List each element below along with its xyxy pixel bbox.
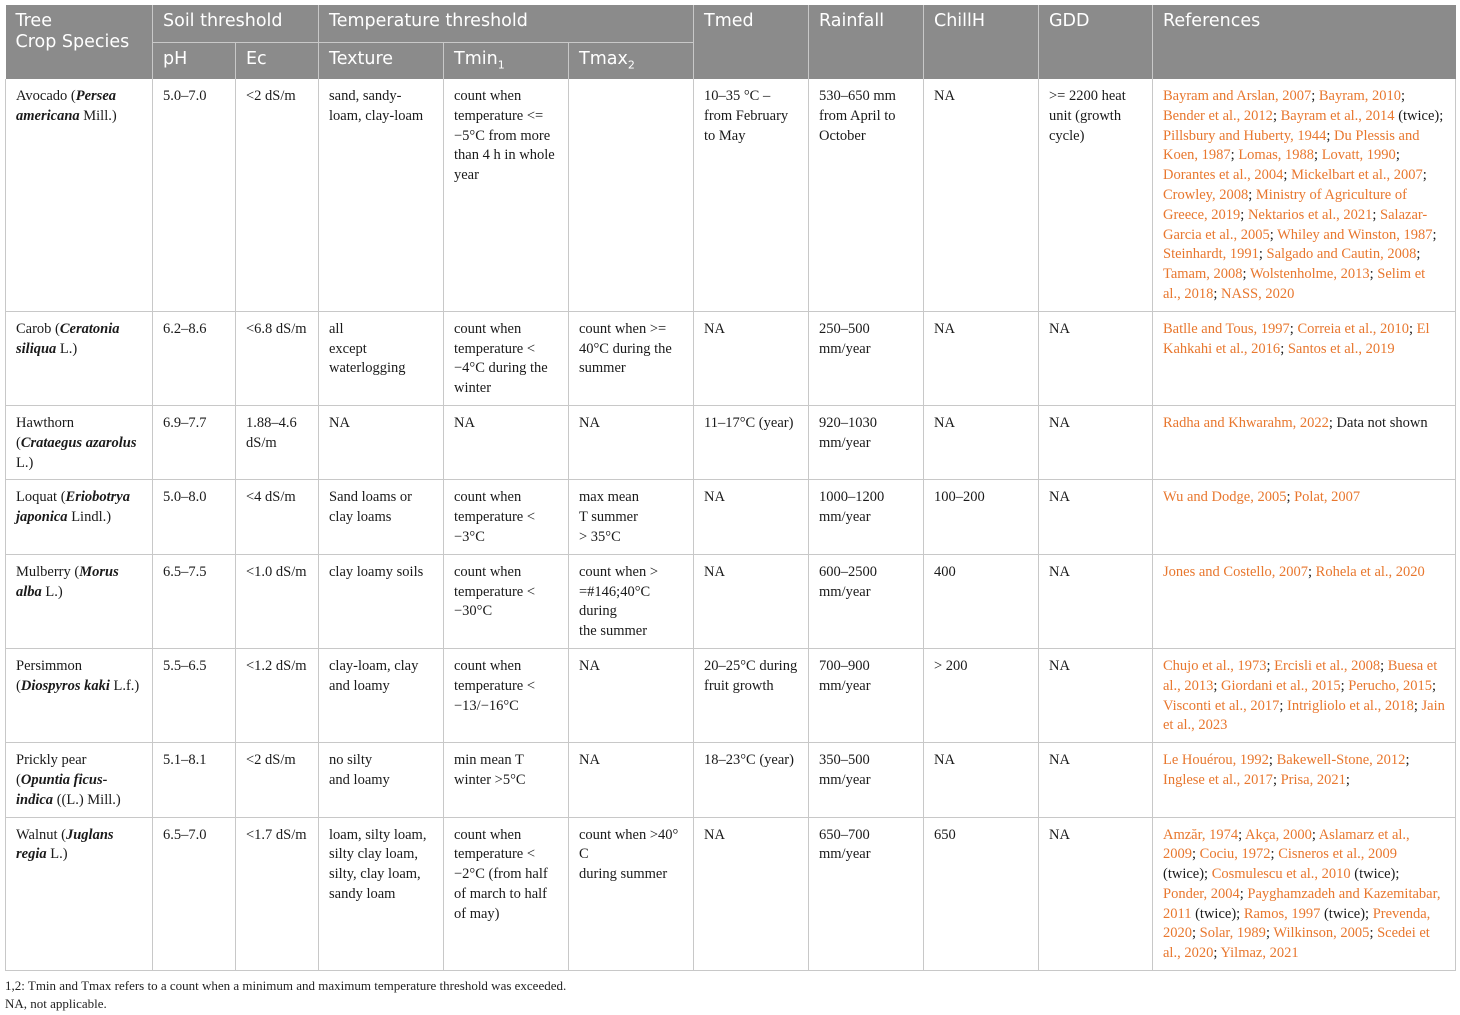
reference-separator: ;	[1380, 657, 1388, 674]
reference-separator: (twice);	[1163, 866, 1212, 883]
reference-link[interactable]: Giordani et al., 2015	[1221, 677, 1341, 694]
reference-link[interactable]: Cisneros et al., 2009	[1278, 846, 1398, 863]
reference-link[interactable]: Santos et al., 2019	[1287, 340, 1395, 357]
table-row	[6, 554, 1456, 648]
reference-link[interactable]: Intrigliolo et al., 2018	[1286, 697, 1414, 714]
reference-separator: ;	[1213, 945, 1221, 962]
reference-separator: ;	[1409, 320, 1417, 337]
cell-tmed: NA	[694, 817, 809, 971]
crop-threshold-table	[5, 5, 1456, 971]
cell-tmed: NA	[694, 480, 809, 554]
cell-ec: <4 dS/m	[236, 480, 319, 554]
species-author: Mill.)	[79, 107, 117, 124]
cell-species	[6, 79, 153, 311]
reference-link[interactable]: Amzăr, 1974	[1163, 826, 1239, 843]
cell-tmed: 11–17°C (year)	[694, 405, 809, 479]
reference-link[interactable]: Yilmaz, 2021	[1220, 945, 1299, 962]
reference-link[interactable]: Dorantes et al., 2004	[1163, 167, 1284, 184]
reference-separator: ;	[1372, 206, 1381, 223]
reference-separator: ;	[1272, 107, 1281, 124]
header-tmin	[444, 43, 569, 80]
header-ec: Ec	[236, 43, 319, 80]
species-scientific-name: Morus alba	[16, 563, 119, 600]
reference-separator: ;	[1286, 489, 1295, 506]
reference-link[interactable]: Cociu, 1972	[1199, 846, 1271, 863]
reference-separator: ;	[1369, 266, 1378, 283]
reference-link[interactable]: Ramos, 1997	[1243, 905, 1321, 922]
header-temperature-threshold: Temperature threshold	[319, 5, 694, 43]
cell-gdd: NA	[1039, 480, 1153, 554]
reference-separator: ;	[1283, 167, 1292, 184]
header-tmax	[569, 43, 694, 80]
reference-link[interactable]: Payghamzadeh and Kazemitabar, 2011	[1163, 885, 1441, 922]
reference-separator: ;	[1280, 340, 1288, 357]
reference-separator: (twice);	[1394, 107, 1444, 124]
reference-separator: ;	[1268, 752, 1277, 769]
cell-tmed: NA	[694, 311, 809, 405]
cell-chillh: NA	[924, 79, 1039, 311]
cell-tmed: NA	[694, 554, 809, 648]
reference-link[interactable]: Polat, 2007	[1294, 489, 1361, 506]
reference-separator: ;	[1270, 846, 1279, 863]
reference-link[interactable]: Rohela et al., 2020	[1315, 563, 1425, 580]
reference-separator: ;	[1432, 226, 1437, 243]
species-common-name: Persimmon (	[16, 657, 83, 694]
reference-link[interactable]: Bayram et al., 2014	[1280, 107, 1395, 124]
species-scientific-name: Diospyros kaki	[20, 677, 110, 694]
header-tmed: Tmed	[694, 5, 809, 79]
species-author: Lindl.)	[67, 509, 112, 526]
reference-separator: ;	[1369, 925, 1378, 942]
cell-chillh: NA	[924, 405, 1039, 479]
reference-link[interactable]: Scedei et al., 2020	[1163, 925, 1430, 962]
reference-link[interactable]: Batlle and Tous, 1997	[1163, 320, 1290, 337]
cell-tmin: count when temperature < −13/−16°C	[444, 648, 569, 742]
cell-species	[6, 554, 153, 648]
reference-link[interactable]: Ercisli et al., 2008	[1274, 657, 1381, 674]
cell-texture: NA	[319, 405, 444, 479]
header-tmin-label: Tmin	[454, 49, 498, 69]
cell-gdd: >= 2200 heat unit (growth cycle)	[1039, 79, 1153, 311]
cell-species	[6, 405, 153, 479]
reference-link[interactable]: Pillsbury and Huberty, 1944	[1163, 127, 1327, 144]
cell-rainfall: 1000–1200 mm/year	[809, 480, 924, 554]
reference-separator: (twice);	[1350, 866, 1400, 883]
reference-link[interactable]: Tamam, 2008	[1163, 266, 1243, 283]
cell-species	[6, 817, 153, 971]
cell-gdd: NA	[1039, 648, 1153, 742]
table-row	[6, 480, 1456, 554]
species-common-name: Avocado (	[16, 88, 76, 104]
footnote-1: 1,2: Tmin and Tmax refers to a count when a minimum and maximum temperature threshold was exceeded.	[5, 978, 567, 994]
reference-separator: ;	[1413, 697, 1422, 714]
cell-references	[1153, 554, 1456, 648]
table-container	[5, 5, 1455, 1013]
reference-link[interactable]: Buesa et al., 2013	[1163, 657, 1438, 694]
reference-separator: ;	[1395, 147, 1400, 164]
cell-tmax: NA	[569, 743, 694, 817]
table-body	[6, 79, 1456, 971]
cell-texture: no silty and loamy	[319, 743, 444, 817]
cell-ec: <6.8 dS/m	[236, 311, 319, 405]
cell-chillh: 100–200	[924, 480, 1039, 554]
reference-link[interactable]: Lomas, 1988	[1238, 147, 1315, 164]
footnote-2: NA, not applicable.	[5, 996, 107, 1012]
species-scientific-name: Eriobotrya japonica	[16, 489, 130, 526]
species-common-name: Prickly pear (	[16, 752, 87, 788]
reference-link[interactable]: Bakewell-Stone, 2012	[1276, 752, 1406, 769]
cell-tmax: count when >= 40°C during the summer	[569, 311, 694, 405]
cell-tmin: count when temperature < −30°C	[444, 554, 569, 648]
cell-ph: 5.0–8.0	[153, 480, 236, 554]
cell-ph: 6.5–7.0	[153, 817, 236, 971]
header-chillh: ChillH	[924, 5, 1039, 79]
cell-ph: 5.1–8.1	[153, 743, 236, 817]
reference-link[interactable]: Jain et al., 2023	[1163, 697, 1445, 734]
cell-species	[6, 480, 153, 554]
cell-ec: <1.2 dS/m	[236, 648, 319, 742]
cell-tmin: count when temperature < −3°C	[444, 480, 569, 554]
reference-separator: ;	[1416, 246, 1421, 263]
table-row	[6, 311, 1456, 405]
header-references: References	[1153, 5, 1456, 79]
reference-separator: ;	[1265, 925, 1274, 942]
cell-ec: 1.88–4.6 dS/m	[236, 405, 319, 479]
footnotes	[5, 977, 1455, 1013]
cell-rainfall: 250–500 mm/year	[809, 311, 924, 405]
species-scientific-name: Crataegus azarolus	[20, 434, 137, 451]
reference-link[interactable]: Prisa, 2021	[1280, 771, 1346, 788]
reference-separator: ;	[1272, 771, 1281, 788]
reference-separator: ;	[1326, 127, 1335, 144]
reference-separator: ;	[1192, 846, 1200, 863]
species-author: ((L.) Mill.)	[53, 791, 121, 808]
reference-link[interactable]: Perucho, 2015	[1348, 677, 1433, 694]
header-tmax-label: Tmax	[579, 49, 628, 69]
cell-species	[6, 311, 153, 405]
reference-link[interactable]: Bayram and Arslan, 2007	[1163, 88, 1312, 104]
cell-rainfall: 530–650 mm from April to October	[809, 79, 924, 311]
reference-separator: ;	[1269, 226, 1278, 243]
cell-references	[1153, 79, 1456, 311]
header-tmax-sub: 2	[627, 58, 635, 72]
cell-tmax	[569, 79, 694, 311]
reference-separator: ;	[1311, 826, 1319, 843]
header-rainfall: Rainfall	[809, 5, 924, 79]
cell-chillh: 400	[924, 554, 1039, 648]
reference-separator: ;	[1279, 697, 1287, 714]
species-scientific-name: Persea americana	[16, 88, 116, 124]
cell-species	[6, 743, 153, 817]
reference-separator: ;	[1213, 285, 1221, 302]
reference-separator: ;	[1239, 885, 1248, 902]
reference-separator: ;	[1432, 677, 1437, 694]
cell-texture: Sand loams or clay loams	[319, 480, 444, 554]
reference-link[interactable]: Wu and Dodge, 2005	[1163, 489, 1287, 506]
cell-chillh: NA	[924, 311, 1039, 405]
reference-separator: ;	[1345, 771, 1350, 788]
reference-link[interactable]: Le Houérou, 1992	[1163, 752, 1269, 769]
cell-rainfall: 920–1030 mm/year	[809, 405, 924, 479]
cell-tmin: count when temperature < −2°C (from half of march to half of may)	[444, 817, 569, 971]
cell-tmin: NA	[444, 405, 569, 479]
cell-tmin: count when temperature <= −5°C from more than 4 h in whole year	[444, 79, 569, 311]
reference-separator: (twice);	[1191, 905, 1244, 922]
cell-texture: loam, silty loam, silty clay loam, silty, clay loam, sandy loam	[319, 817, 444, 971]
cell-species	[6, 648, 153, 742]
reference-link[interactable]: Akça, 2000	[1244, 826, 1312, 843]
reference-separator: ;	[1213, 677, 1221, 694]
reference-link[interactable]: Whiley and Winston, 1987	[1277, 226, 1433, 243]
header-gdd: GDD	[1039, 5, 1153, 79]
reference-link[interactable]: Jones and Costello, 2007	[1163, 563, 1308, 580]
reference-separator: ;	[1289, 320, 1298, 337]
cell-references	[1153, 480, 1456, 554]
reference-link[interactable]: El Kahkahi et al., 2016	[1163, 320, 1430, 357]
cell-chillh: NA	[924, 743, 1039, 817]
table-row	[6, 817, 1456, 971]
header-species: Tree Crop Species	[6, 5, 153, 79]
cell-ph: 6.2–8.6	[153, 311, 236, 405]
cell-ec: <2 dS/m	[236, 79, 319, 311]
reference-link[interactable]: Salgado and Cautin, 2008	[1266, 246, 1417, 263]
table-row	[6, 743, 1456, 817]
species-scientific-name: Opuntia ficus-indica	[16, 771, 108, 808]
reference-link[interactable]: Bender et al., 2012	[1163, 107, 1273, 124]
cell-references	[1153, 743, 1456, 817]
reference-separator: (twice);	[1320, 905, 1373, 922]
cell-tmax: count when > =#146;40°C during the summer	[569, 554, 694, 648]
cell-gdd: NA	[1039, 817, 1153, 971]
reference-separator: ;	[1242, 266, 1250, 283]
cell-ec: <1.0 dS/m	[236, 554, 319, 648]
species-author: L.)	[16, 454, 34, 471]
cell-chillh: > 200	[924, 648, 1039, 742]
cell-ph: 5.5–6.5	[153, 648, 236, 742]
cell-tmin: count when temperature < −4°C during the winter	[444, 311, 569, 405]
reference-separator: ;	[1230, 147, 1239, 164]
reference-separator: ;	[1238, 826, 1245, 843]
species-common-name: Mulberry (	[16, 563, 80, 580]
reference-link[interactable]: Du Plessis and Koen, 1987	[1163, 127, 1420, 164]
reference-link[interactable]: Chujo et al., 1973	[1163, 657, 1267, 674]
reference-link[interactable]: Bayram, 2010	[1318, 88, 1402, 104]
reference-link[interactable]: Correia et al., 2010	[1297, 320, 1409, 337]
reference-link[interactable]: Ministry of Agriculture of Greece, 2019	[1163, 186, 1407, 223]
cell-rainfall: 350–500 mm/year	[809, 743, 924, 817]
reference-link[interactable]: Inglese et al., 2017	[1163, 771, 1273, 788]
reference-separator: ;	[1308, 563, 1316, 580]
species-author: L.)	[46, 846, 68, 863]
reference-link[interactable]: Prevenda, 2020	[1163, 905, 1431, 942]
species-author: L.)	[41, 583, 63, 600]
reference-link[interactable]: Salazar-Garcia et al., 2005	[1163, 206, 1428, 243]
cell-ph: 5.0–7.0	[153, 79, 236, 311]
cell-tmed: 20–25°C during fruit growth	[694, 648, 809, 742]
reference-link[interactable]: Solar, 1989	[1199, 925, 1266, 942]
species-common-name: Walnut (	[16, 826, 66, 843]
cell-texture: clay loamy soils	[319, 554, 444, 648]
cell-texture: clay-loam, clay and loamy	[319, 648, 444, 742]
header-soil-threshold: Soil threshold	[153, 5, 319, 43]
header-ph: pH	[153, 43, 236, 80]
header-texture: Texture	[319, 43, 444, 80]
reference-link[interactable]: Radha and Khwarahm, 2022	[1163, 414, 1329, 431]
cell-texture: all except waterlogging	[319, 311, 444, 405]
table-row	[6, 648, 1456, 742]
cell-tmax: max mean T summer > 35°C	[569, 480, 694, 554]
cell-references	[1153, 817, 1456, 971]
reference-separator: ;	[1192, 925, 1200, 942]
reference-separator: ;	[1311, 88, 1319, 104]
reference-separator: ; Data not shown	[1328, 414, 1428, 431]
species-scientific-name: Juglans regia	[16, 826, 114, 863]
reference-separator: ;	[1422, 167, 1427, 184]
table-row	[6, 79, 1456, 311]
cell-texture: sand, sandy-loam, clay-loam	[319, 79, 444, 311]
cell-ph: 6.9–7.7	[153, 405, 236, 479]
cell-tmax: count when >40° C during summer	[569, 817, 694, 971]
cell-rainfall: 600–2500 mm/year	[809, 554, 924, 648]
species-author: L.f.)	[109, 677, 140, 694]
reference-link[interactable]: Nektarios et al., 2021	[1247, 206, 1373, 223]
header-tmin-sub: 1	[497, 58, 505, 72]
cell-tmin: min mean T winter >5°C	[444, 743, 569, 817]
reference-link[interactable]: NASS, 2020	[1221, 285, 1295, 302]
cell-references	[1153, 311, 1456, 405]
cell-chillh: 650	[924, 817, 1039, 971]
reference-separator: ;	[1314, 147, 1322, 164]
reference-link[interactable]: Crowley, 2008	[1163, 186, 1249, 203]
reference-link[interactable]: Lovatt, 1990	[1321, 147, 1396, 164]
cell-gdd: NA	[1039, 554, 1153, 648]
cell-ec: <1.7 dS/m	[236, 817, 319, 971]
cell-gdd: NA	[1039, 743, 1153, 817]
reference-separator: ;	[1266, 657, 1275, 674]
reference-separator: ;	[1401, 88, 1406, 104]
table-row	[6, 405, 1456, 479]
reference-separator: ;	[1405, 752, 1410, 769]
cell-rainfall: 700–900 mm/year	[809, 648, 924, 742]
reference-link[interactable]: Wolstenholme, 2013	[1249, 266, 1370, 283]
reference-link[interactable]: Mickelbart et al., 2007	[1291, 167, 1423, 184]
cell-tmed: 10–35 °C – from February to May	[694, 79, 809, 311]
cell-tmed: 18–23°C (year)	[694, 743, 809, 817]
cell-rainfall: 650–700 mm/year	[809, 817, 924, 971]
reference-link[interactable]: Cosmulescu et al., 2010	[1211, 866, 1351, 883]
reference-link[interactable]: Wilkinson, 2005	[1273, 925, 1370, 942]
cell-ec: <2 dS/m	[236, 743, 319, 817]
cell-references	[1153, 405, 1456, 479]
reference-separator: ;	[1340, 677, 1349, 694]
species-common-name: Hawthorn (	[16, 414, 74, 451]
species-common-name: Carob (	[16, 320, 60, 337]
reference-link[interactable]: Visconti et al., 2017	[1163, 697, 1280, 714]
species-scientific-name: Ceratonia siliqua	[16, 320, 120, 357]
reference-separator: ;	[1258, 246, 1267, 263]
species-author: L.)	[56, 340, 78, 357]
reference-link[interactable]: Aslamarz et al., 2009	[1163, 826, 1410, 863]
cell-tmax: NA	[569, 405, 694, 479]
cell-gdd: NA	[1039, 311, 1153, 405]
reference-link[interactable]: Selim et al., 2018	[1163, 266, 1426, 302]
reference-separator: ;	[1248, 186, 1256, 203]
cell-references	[1153, 648, 1456, 742]
reference-link[interactable]: Steinhardt, 1991	[1163, 246, 1259, 263]
cell-tmax: NA	[569, 648, 694, 742]
reference-separator: ;	[1240, 206, 1248, 223]
species-common-name: Loquat (	[16, 489, 66, 506]
cell-gdd: NA	[1039, 405, 1153, 479]
reference-link[interactable]: Ponder, 2004	[1163, 885, 1240, 902]
cell-ph: 6.5–7.5	[153, 554, 236, 648]
